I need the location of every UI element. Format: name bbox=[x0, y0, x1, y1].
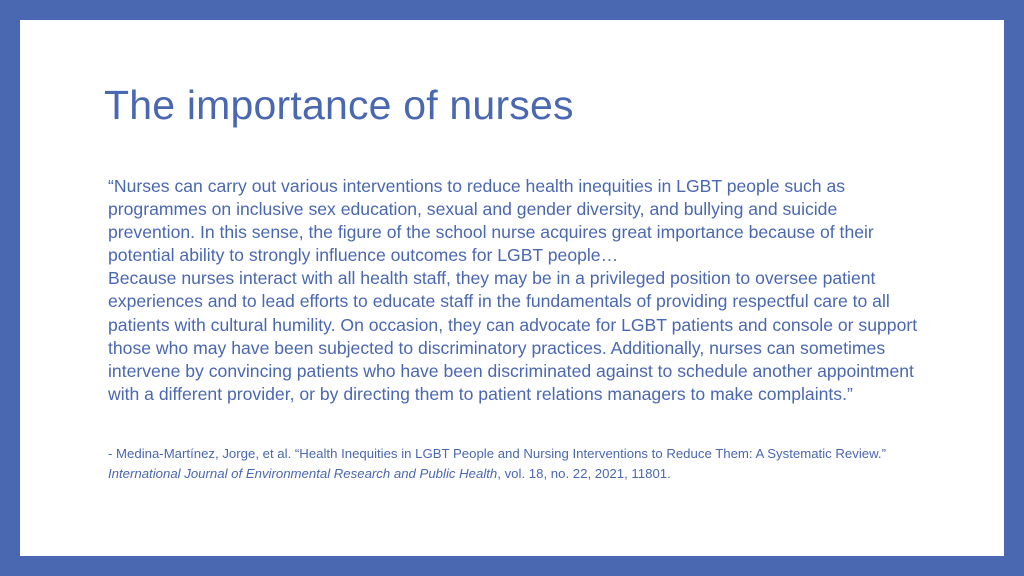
slide-canvas bbox=[20, 20, 1004, 556]
citation bbox=[108, 444, 938, 483]
citation-authors-title: - Medina-Martínez, Jorge, et al. “Health Inequities in LGBT People and Nursing Interventions to Reduce Them: A Systematic Review.” bbox=[108, 446, 886, 461]
citation-details: , vol. 18, no. 22, 2021, 11801. bbox=[497, 465, 671, 481]
quote-paragraph-1: “Nurses can carry out various interventions to reduce health inequities in LGBT people such as programmes on inclusive sex education, sexual and gender diversity, and bullying and suicide prevention. In this sense, the figure of the school nurse acquires great importance because of their potential ability to strongly influence outcomes for LGBT people… bbox=[108, 176, 874, 266]
slide-title: The importance of nurses bbox=[104, 82, 574, 128]
quote-paragraph-2: Because nurses interact with all health staff, they may be in a privileged position to oversee patient experiences and to lead efforts to educate staff in the fundamentals of providing respectful care to all patients with cultural humility. On occasion, they can advocate for LGBT patients and console or support those who may have been subjected to discriminatory practices. Additionally, nurses can sometimes intervene by convincing patients who have been discriminated against to schedule another appointment with a different provider, or by directing them to patient relations managers to make complaints.” bbox=[108, 268, 918, 404]
quote-block bbox=[108, 175, 918, 406]
citation-journal: International Journal of Environmental Research and Public Health bbox=[108, 465, 498, 481]
